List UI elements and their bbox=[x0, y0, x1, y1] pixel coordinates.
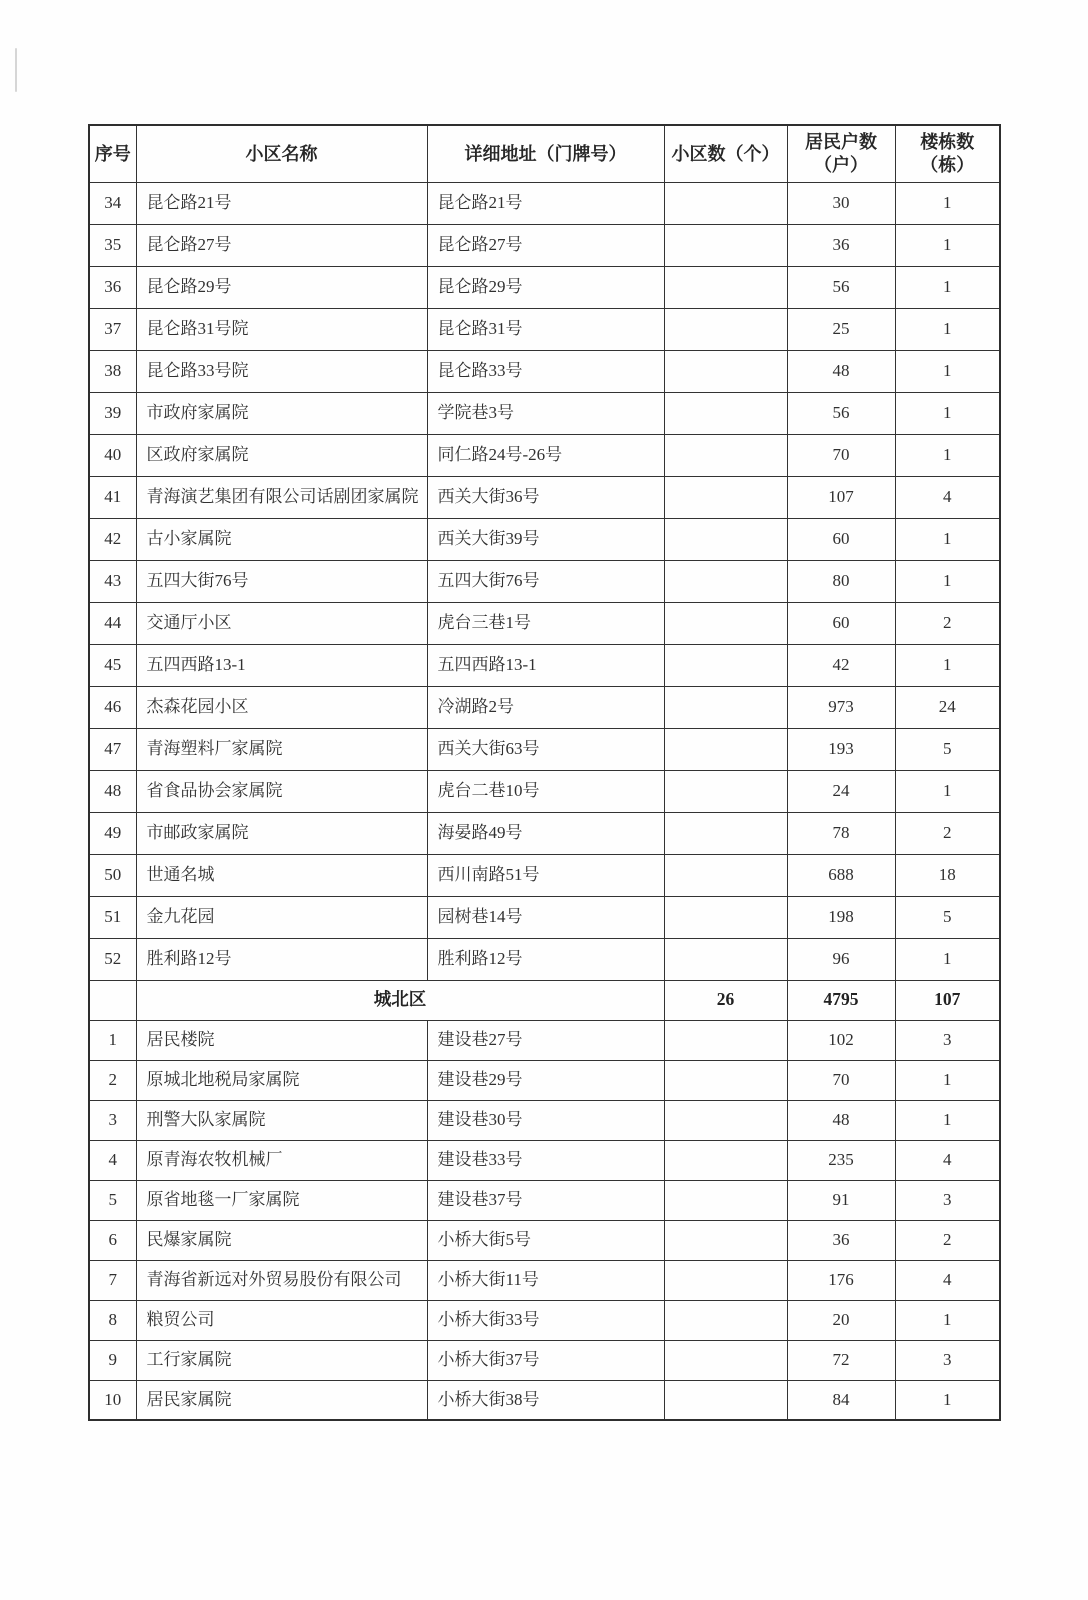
cell-serial-number: 10 bbox=[89, 1380, 136, 1420]
table-row bbox=[89, 1060, 1000, 1100]
cell-address: 小桥大街11号 bbox=[427, 1260, 664, 1300]
table-row bbox=[89, 350, 1000, 392]
cell-serial-number: 39 bbox=[89, 392, 136, 434]
table-row bbox=[89, 1340, 1000, 1380]
cell-community-name: 昆仑路31号院 bbox=[136, 308, 427, 350]
cell-household-count: 102 bbox=[787, 1020, 895, 1060]
cell-serial-number: 3 bbox=[89, 1100, 136, 1140]
cell-community-count bbox=[664, 476, 787, 518]
cell-household-count: 973 bbox=[787, 686, 895, 728]
cell-community-count bbox=[664, 1100, 787, 1140]
cell-community-name: 金九花园 bbox=[136, 896, 427, 938]
cell-household-count: 36 bbox=[787, 224, 895, 266]
cell-community-name: 昆仑路21号 bbox=[136, 182, 427, 224]
table-row bbox=[89, 644, 1000, 686]
cell-household-count: 60 bbox=[787, 518, 895, 560]
cell-community-name: 交通厅小区 bbox=[136, 602, 427, 644]
cell-address: 小桥大街33号 bbox=[427, 1300, 664, 1340]
cell-building-count: 1 bbox=[895, 518, 1000, 560]
cell-community-count bbox=[664, 182, 787, 224]
cell-building-count: 2 bbox=[895, 1220, 1000, 1260]
table-row bbox=[89, 1260, 1000, 1300]
cell-household-count: 193 bbox=[787, 728, 895, 770]
cell-community-count bbox=[664, 266, 787, 308]
table-row bbox=[89, 392, 1000, 434]
cell-building-count: 2 bbox=[895, 602, 1000, 644]
cell-serial-number: 35 bbox=[89, 224, 136, 266]
cell-community-name: 青海塑料厂家属院 bbox=[136, 728, 427, 770]
cell-building-count: 1 bbox=[895, 770, 1000, 812]
cell-household-count: 60 bbox=[787, 602, 895, 644]
cell-community-count bbox=[664, 1340, 787, 1380]
cell-community-name: 古小家属院 bbox=[136, 518, 427, 560]
table-row bbox=[89, 1140, 1000, 1180]
cell-community-name: 昆仑路29号 bbox=[136, 266, 427, 308]
table-row bbox=[89, 308, 1000, 350]
cell-community-count bbox=[664, 1260, 787, 1300]
cell-serial-number: 41 bbox=[89, 476, 136, 518]
cell-address: 小桥大街5号 bbox=[427, 1220, 664, 1260]
cell-community-name: 粮贸公司 bbox=[136, 1300, 427, 1340]
cell-address: 西关大街36号 bbox=[427, 476, 664, 518]
cell-serial-number: 40 bbox=[89, 434, 136, 476]
cell-household-count: 96 bbox=[787, 938, 895, 980]
cell-community-count bbox=[664, 896, 787, 938]
cell-community-count bbox=[664, 812, 787, 854]
cell-building-count: 5 bbox=[895, 728, 1000, 770]
scan-artifact-mark bbox=[15, 48, 17, 92]
cell-serial-number: 45 bbox=[89, 644, 136, 686]
cell-household-count: 36 bbox=[787, 1220, 895, 1260]
cell-serial-number: 46 bbox=[89, 686, 136, 728]
cell-household-count: 84 bbox=[787, 1380, 895, 1420]
table-row bbox=[89, 476, 1000, 518]
table-row bbox=[89, 1020, 1000, 1060]
cell-building-count: 4 bbox=[895, 1260, 1000, 1300]
cell-household-count: 78 bbox=[787, 812, 895, 854]
cell-address: 小桥大街37号 bbox=[427, 1340, 664, 1380]
cell-household-count: 25 bbox=[787, 308, 895, 350]
cell-serial-number: 43 bbox=[89, 560, 136, 602]
cell-community-name: 胜利路12号 bbox=[136, 938, 427, 980]
cell-serial-number: 6 bbox=[89, 1220, 136, 1260]
cell-household-count: 70 bbox=[787, 434, 895, 476]
cell-address: 建设巷37号 bbox=[427, 1180, 664, 1220]
cell-household-count: 176 bbox=[787, 1260, 895, 1300]
cell-community-count bbox=[664, 1020, 787, 1060]
cell-serial-number: 52 bbox=[89, 938, 136, 980]
cell-community-name: 五四大街76号 bbox=[136, 560, 427, 602]
column-header-household-count: 居民户数（户） bbox=[787, 125, 895, 182]
cell-community-count: 26 bbox=[664, 980, 787, 1020]
table-row bbox=[89, 728, 1000, 770]
table-row bbox=[89, 266, 1000, 308]
cell-address: 建设巷29号 bbox=[427, 1060, 664, 1100]
cell-building-count: 2 bbox=[895, 812, 1000, 854]
cell-address: 建设巷33号 bbox=[427, 1140, 664, 1180]
cell-community-count bbox=[664, 1060, 787, 1100]
cell-building-count: 1 bbox=[895, 308, 1000, 350]
table-row bbox=[89, 1300, 1000, 1340]
table-row bbox=[89, 1220, 1000, 1260]
cell-household-count: 48 bbox=[787, 1100, 895, 1140]
cell-community-count bbox=[664, 728, 787, 770]
table-row bbox=[89, 1100, 1000, 1140]
cell-building-count: 1 bbox=[895, 938, 1000, 980]
table-row bbox=[89, 560, 1000, 602]
cell-household-count: 56 bbox=[787, 266, 895, 308]
cell-serial-number: 1 bbox=[89, 1020, 136, 1060]
cell-serial-number bbox=[89, 980, 136, 1020]
cell-community-count bbox=[664, 1300, 787, 1340]
cell-community-count bbox=[664, 686, 787, 728]
cell-serial-number: 2 bbox=[89, 1060, 136, 1100]
cell-address: 学院巷3号 bbox=[427, 392, 664, 434]
district-total-row bbox=[89, 980, 1000, 1020]
cell-serial-number: 9 bbox=[89, 1340, 136, 1380]
cell-building-count: 1 bbox=[895, 392, 1000, 434]
cell-community-count bbox=[664, 350, 787, 392]
cell-building-count: 24 bbox=[895, 686, 1000, 728]
cell-community-count bbox=[664, 1380, 787, 1420]
cell-address: 虎台二巷10号 bbox=[427, 770, 664, 812]
cell-serial-number: 42 bbox=[89, 518, 136, 560]
cell-community-name: 青海省新远对外贸易股份有限公司 bbox=[136, 1260, 427, 1300]
cell-community-count bbox=[664, 938, 787, 980]
cell-address: 冷湖路2号 bbox=[427, 686, 664, 728]
cell-community-name: 工行家属院 bbox=[136, 1340, 427, 1380]
cell-community-name: 省食品协会家属院 bbox=[136, 770, 427, 812]
cell-address: 西关大街63号 bbox=[427, 728, 664, 770]
cell-building-count: 1 bbox=[895, 1060, 1000, 1100]
cell-community-name: 五四西路13-1 bbox=[136, 644, 427, 686]
cell-community-count bbox=[664, 392, 787, 434]
table-row bbox=[89, 770, 1000, 812]
table-row bbox=[89, 686, 1000, 728]
cell-building-count: 1 bbox=[895, 266, 1000, 308]
cell-household-count: 72 bbox=[787, 1340, 895, 1380]
column-header-address: 详细地址（门牌号） bbox=[427, 125, 664, 182]
cell-community-count bbox=[664, 602, 787, 644]
cell-serial-number: 4 bbox=[89, 1140, 136, 1180]
table-row bbox=[89, 854, 1000, 896]
cell-address: 西关大街39号 bbox=[427, 518, 664, 560]
cell-building-count: 1 bbox=[895, 434, 1000, 476]
cell-household-count: 688 bbox=[787, 854, 895, 896]
cell-serial-number: 47 bbox=[89, 728, 136, 770]
cell-serial-number: 48 bbox=[89, 770, 136, 812]
cell-serial-number: 7 bbox=[89, 1260, 136, 1300]
table-row bbox=[89, 182, 1000, 224]
cell-community-count bbox=[664, 644, 787, 686]
cell-address: 虎台三巷1号 bbox=[427, 602, 664, 644]
cell-household-count: 70 bbox=[787, 1060, 895, 1100]
cell-community-name: 民爆家属院 bbox=[136, 1220, 427, 1260]
cell-community-count bbox=[664, 518, 787, 560]
cell-address: 五四西路13-1 bbox=[427, 644, 664, 686]
cell-household-count: 235 bbox=[787, 1140, 895, 1180]
column-header-community-name: 小区名称 bbox=[136, 125, 427, 182]
column-header-building-count: 楼栋数（栋） bbox=[895, 125, 1000, 182]
cell-address: 建设巷30号 bbox=[427, 1100, 664, 1140]
cell-building-count: 1 bbox=[895, 350, 1000, 392]
cell-address: 昆仑路27号 bbox=[427, 224, 664, 266]
cell-address: 小桥大街38号 bbox=[427, 1380, 664, 1420]
cell-serial-number: 49 bbox=[89, 812, 136, 854]
cell-address: 胜利路12号 bbox=[427, 938, 664, 980]
cell-building-count: 1 bbox=[895, 1380, 1000, 1420]
cell-building-count: 1 bbox=[895, 182, 1000, 224]
cell-community-name: 杰森花园小区 bbox=[136, 686, 427, 728]
cell-community-name: 区政府家属院 bbox=[136, 434, 427, 476]
table-row bbox=[89, 224, 1000, 266]
header-row bbox=[89, 125, 1000, 182]
cell-community-name: 市政府家属院 bbox=[136, 392, 427, 434]
cell-address: 五四大街76号 bbox=[427, 560, 664, 602]
cell-household-count: 20 bbox=[787, 1300, 895, 1340]
cell-building-count: 3 bbox=[895, 1020, 1000, 1060]
cell-community-count bbox=[664, 854, 787, 896]
cell-address: 西川南路51号 bbox=[427, 854, 664, 896]
cell-household-count: 42 bbox=[787, 644, 895, 686]
cell-serial-number: 5 bbox=[89, 1180, 136, 1220]
table-row bbox=[89, 812, 1000, 854]
table-row bbox=[89, 434, 1000, 476]
table-row bbox=[89, 938, 1000, 980]
table-header bbox=[89, 125, 1000, 182]
cell-building-count: 1 bbox=[895, 1300, 1000, 1340]
cell-address: 同仁路24号-26号 bbox=[427, 434, 664, 476]
cell-community-name: 世通名城 bbox=[136, 854, 427, 896]
cell-community-count bbox=[664, 434, 787, 476]
cell-building-count: 5 bbox=[895, 896, 1000, 938]
table-row bbox=[89, 896, 1000, 938]
cell-address: 昆仑路21号 bbox=[427, 182, 664, 224]
community-table bbox=[88, 124, 1001, 1421]
cell-household-count: 107 bbox=[787, 476, 895, 518]
cell-building-count: 3 bbox=[895, 1180, 1000, 1220]
cell-household-count: 48 bbox=[787, 350, 895, 392]
cell-building-count: 4 bbox=[895, 1140, 1000, 1180]
cell-serial-number: 8 bbox=[89, 1300, 136, 1340]
cell-community-name: 原城北地税局家属院 bbox=[136, 1060, 427, 1100]
column-header-serial: 序号 bbox=[89, 125, 136, 182]
cell-serial-number: 44 bbox=[89, 602, 136, 644]
cell-community-count bbox=[664, 560, 787, 602]
cell-community-count bbox=[664, 770, 787, 812]
cell-community-name: 原青海农牧机械厂 bbox=[136, 1140, 427, 1180]
cell-community-name: 刑警大队家属院 bbox=[136, 1100, 427, 1140]
cell-community-name: 青海演艺集团有限公司话剧团家属院 bbox=[136, 476, 427, 518]
cell-community-name: 原省地毯一厂家属院 bbox=[136, 1180, 427, 1220]
cell-building-count: 4 bbox=[895, 476, 1000, 518]
cell-community-name: 昆仑路33号院 bbox=[136, 350, 427, 392]
column-header-community-count: 小区数（个） bbox=[664, 125, 787, 182]
cell-building-count: 1 bbox=[895, 1100, 1000, 1140]
cell-address: 昆仑路33号 bbox=[427, 350, 664, 392]
table-row bbox=[89, 1180, 1000, 1220]
cell-address: 海晏路49号 bbox=[427, 812, 664, 854]
table-row bbox=[89, 518, 1000, 560]
cell-community-count bbox=[664, 224, 787, 266]
cell-household-count: 24 bbox=[787, 770, 895, 812]
cell-community-count bbox=[664, 308, 787, 350]
cell-household-count: 56 bbox=[787, 392, 895, 434]
cell-building-count: 1 bbox=[895, 644, 1000, 686]
cell-community-count bbox=[664, 1220, 787, 1260]
cell-community-count bbox=[664, 1140, 787, 1180]
cell-community-count bbox=[664, 1180, 787, 1220]
cell-serial-number: 50 bbox=[89, 854, 136, 896]
cell-serial-number: 38 bbox=[89, 350, 136, 392]
cell-building-count: 3 bbox=[895, 1340, 1000, 1380]
cell-address: 昆仑路31号 bbox=[427, 308, 664, 350]
cell-building-count: 1 bbox=[895, 560, 1000, 602]
cell-building-count: 107 bbox=[895, 980, 1000, 1020]
table-row bbox=[89, 1380, 1000, 1420]
cell-household-count: 198 bbox=[787, 896, 895, 938]
cell-household-count: 91 bbox=[787, 1180, 895, 1220]
cell-address: 昆仑路29号 bbox=[427, 266, 664, 308]
cell-community-name: 市邮政家属院 bbox=[136, 812, 427, 854]
cell-household-count: 80 bbox=[787, 560, 895, 602]
table-row bbox=[89, 602, 1000, 644]
cell-community-name: 居民家属院 bbox=[136, 1380, 427, 1420]
cell-household-count: 4795 bbox=[787, 980, 895, 1020]
cell-serial-number: 51 bbox=[89, 896, 136, 938]
cell-district-name: 城北区 bbox=[136, 980, 664, 1020]
cell-community-name: 居民楼院 bbox=[136, 1020, 427, 1060]
cell-household-count: 30 bbox=[787, 182, 895, 224]
cell-serial-number: 37 bbox=[89, 308, 136, 350]
cell-address: 建设巷27号 bbox=[427, 1020, 664, 1060]
table-body bbox=[89, 182, 1000, 1420]
cell-building-count: 1 bbox=[895, 224, 1000, 266]
cell-serial-number: 36 bbox=[89, 266, 136, 308]
cell-building-count: 18 bbox=[895, 854, 1000, 896]
cell-community-name: 昆仑路27号 bbox=[136, 224, 427, 266]
cell-address: 园树巷14号 bbox=[427, 896, 664, 938]
cell-serial-number: 34 bbox=[89, 182, 136, 224]
